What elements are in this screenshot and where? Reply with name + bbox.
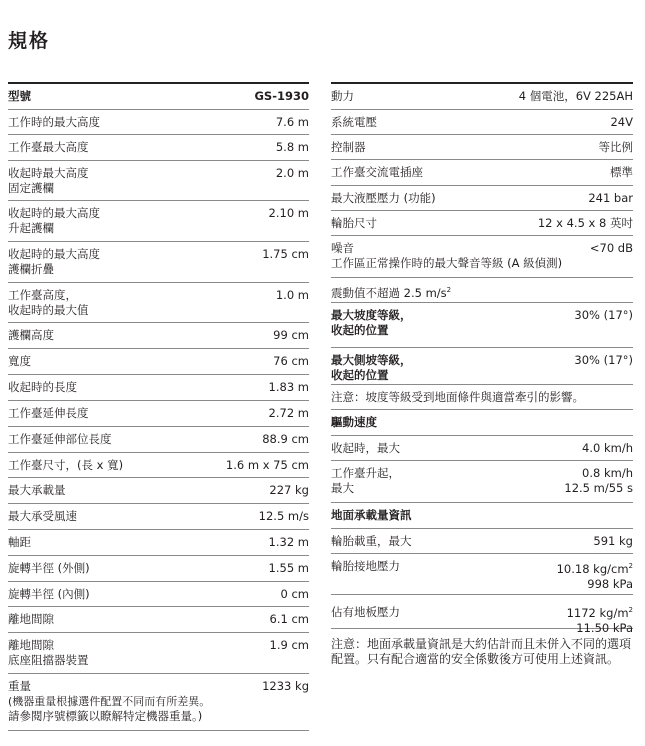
tire-contact-label: 輪胎接地壓力 <box>331 559 400 573</box>
spec-label <box>8 638 270 668</box>
power-row <box>331 82 633 109</box>
spec-label-line: 固定護欄 <box>8 181 54 195</box>
spec-label <box>8 458 226 473</box>
spec-label-line: 重量 <box>8 679 31 693</box>
spec-label-line: 離地間隙 <box>8 638 54 652</box>
spec-value: 76 cm <box>273 354 309 368</box>
spec-value: 5.8 m <box>275 140 309 154</box>
spec-label-line: 旋轉半徑 (內側) <box>8 587 90 601</box>
speed-stowed-row <box>331 435 633 460</box>
tire-contact-row <box>331 553 633 594</box>
spec-value: 1.0 m <box>275 288 309 302</box>
vibration-text: 震動值不超過 2.5 m/s <box>331 285 447 300</box>
spec-label <box>8 483 269 498</box>
speed-raised-value-line1: 0.8 km/h <box>582 466 633 480</box>
spec-value: 2.72 m <box>268 406 309 420</box>
speed-stowed-value: 4.0 km/h <box>582 441 633 455</box>
floor-pressure-row <box>331 594 633 635</box>
tire-contact-value-line1: 10.18 kg/cm <box>556 561 629 576</box>
slope-row <box>331 302 633 347</box>
spec-label-line: (機器重量根據選件配置不同而有所差異。 <box>8 695 211 708</box>
drive-speed-section <box>331 409 633 435</box>
spec-label <box>8 432 262 447</box>
spec-label-line: 旋轉半徑 (外側) <box>8 561 90 575</box>
ac-outlet-label: 工作臺交流電插座 <box>331 165 423 179</box>
spec-row <box>8 109 309 134</box>
spec-value: 1.75 cm <box>262 247 309 261</box>
spec-value: 2.0 m <box>275 166 309 180</box>
controller-row <box>331 134 633 159</box>
spec-label <box>8 406 269 421</box>
slope-note-row <box>331 384 633 409</box>
ac-outlet-value: 標準 <box>610 165 633 179</box>
spec-label-line: 離地間隙 <box>8 612 54 626</box>
floor-pressure-sup: 2 <box>628 606 633 614</box>
spec-row <box>8 134 309 160</box>
hydraulic-label: 最大液壓壓力 (功能) <box>331 191 436 205</box>
tire-contact-sup: 2 <box>628 562 633 570</box>
spec-row <box>8 200 309 241</box>
spec-label-line: 工作臺延伸長度 <box>8 406 89 420</box>
spec-label <box>8 612 270 627</box>
spec-label <box>8 354 273 369</box>
spec-label-line: 底座阻擋器裝置 <box>8 653 89 667</box>
spec-row <box>8 374 309 400</box>
power-value: 4 個電池，6V 225AH <box>518 89 633 103</box>
tire-load-value: 591 kg <box>593 534 633 548</box>
spec-row <box>8 241 309 282</box>
vibration-row <box>331 277 633 302</box>
spec-row <box>8 632 309 673</box>
spec-row <box>8 606 309 632</box>
spec-label-line: 收起時的最大高度 <box>8 206 100 220</box>
spec-label <box>8 561 269 576</box>
spec-label-line: 工作臺延伸部位長度 <box>8 432 112 446</box>
system-voltage-label: 系統電壓 <box>331 115 377 129</box>
left-spec-column <box>8 82 309 731</box>
tire-contact-value <box>557 559 633 592</box>
power-label: 動力 <box>331 89 354 103</box>
spec-row <box>8 348 309 374</box>
spec-label-line: 工作時的最大高度 <box>8 115 100 129</box>
spec-value: 227 kg <box>269 483 309 497</box>
floor-pressure-value <box>567 603 633 636</box>
spec-value: 1233 kg <box>262 679 309 693</box>
tire-size-label: 輪胎尺寸 <box>331 216 377 230</box>
spec-label-line: 收起時的最大值 <box>8 303 89 317</box>
noise-label-line2: 工作區正常操作時的最大聲音等級 (A 級偵測) <box>331 256 563 270</box>
speed-raised-value-line2: 12.5 m/55 s <box>564 481 633 495</box>
spec-label-line: 最大承載量 <box>8 483 66 497</box>
spec-value: 2.10 m <box>268 206 309 220</box>
speed-raised-value <box>564 466 633 496</box>
spec-value: 7.6 m <box>275 115 309 129</box>
right-spec-column <box>331 82 633 690</box>
spec-label-line: 軸距 <box>8 535 31 549</box>
drive-speed-title: 驅動速度 <box>331 415 377 429</box>
spec-row <box>8 581 309 606</box>
spec-label-line: 寬度 <box>8 354 31 368</box>
system-voltage-row <box>331 109 633 134</box>
spec-label <box>8 380 269 395</box>
slope-note: 注意：坡度等級受到地面條件與適當牽引的影響。 <box>331 390 584 404</box>
spec-label <box>8 328 273 343</box>
spec-label <box>8 288 276 318</box>
spec-label-line: 請參閱序號標籤以瞭解特定機器重量。) <box>8 709 203 723</box>
vibration-label <box>331 283 633 301</box>
spec-row <box>8 400 309 426</box>
spec-label-line: 工作臺最大高度 <box>8 140 89 154</box>
tire-size-value: 12 x 4.5 x 8 英吋 <box>537 216 633 230</box>
spec-row <box>8 555 309 581</box>
spec-label-line: 收起時的長度 <box>8 380 77 394</box>
spec-row <box>8 503 309 529</box>
spec-value: 0 cm <box>280 587 309 601</box>
floor-pressure-value-line1: 1172 kg/m <box>566 605 629 620</box>
spec-row <box>8 529 309 555</box>
spec-value: 12.5 m/s <box>258 509 309 523</box>
speed-raised-label-line1: 工作臺升起， <box>331 466 400 480</box>
spec-value: 99 cm <box>273 328 309 342</box>
floor-pressure-label: 佔有地板壓力 <box>331 605 400 619</box>
spec-row <box>8 160 309 200</box>
ac-outlet-row <box>331 159 633 185</box>
spec-value: 6.1 cm <box>269 612 309 626</box>
spec-label <box>8 679 262 724</box>
spec-value: 1.83 m <box>268 380 309 394</box>
side-slope-label-line2: 收起的位置 <box>331 368 389 382</box>
spec-row <box>8 322 309 348</box>
tire-contact-value-line2: 998 kPa <box>587 576 633 591</box>
side-slope-row <box>331 347 633 384</box>
spec-label <box>8 140 276 155</box>
side-slope-label <box>331 353 574 383</box>
spec-row <box>8 673 309 731</box>
floor-note-row <box>331 628 633 690</box>
speed-raised-row <box>331 460 633 502</box>
spec-row <box>8 477 309 503</box>
speed-raised-label <box>331 466 564 496</box>
spec-value: 1.32 m <box>268 535 309 549</box>
spec-label-line: 升起護欄 <box>8 221 54 235</box>
side-slope-value: 30% (17°) <box>574 353 633 367</box>
hydraulic-value: 241 bar <box>588 191 633 205</box>
slope-value: 30% (17°) <box>574 308 633 322</box>
spec-label-line: 最大承受風速 <box>8 509 77 523</box>
spec-label-line: 工作臺高度， <box>8 288 77 302</box>
controller-value: 等比例 <box>598 140 633 154</box>
side-slope-label-line1: 最大側坡等級， <box>331 353 412 367</box>
spec-label <box>8 206 269 236</box>
noise-label-line1: 噪音 <box>331 241 354 255</box>
spec-label <box>8 509 259 524</box>
floor-note: 注意：地面承載量資訊是大約估計而且未併入不同的選項配置。只有配合適當的安全係數後方可使用上述資訊。 <box>331 637 632 666</box>
spec-label <box>8 115 276 130</box>
floor-pressure-value-line2: 11.50 kPa <box>576 620 633 635</box>
model-value: GS-1930 <box>254 89 309 103</box>
spec-label-line: 收起時的最大高度 <box>8 247 100 261</box>
spec-value: 88.9 cm <box>262 432 309 446</box>
spec-label-line: 護欄高度 <box>8 328 54 342</box>
controller-label: 控制器 <box>331 140 366 154</box>
slope-label <box>331 308 574 338</box>
noise-label <box>331 241 633 271</box>
spec-label-line: 收起時最大高度 <box>8 166 89 180</box>
floor-loading-section <box>331 502 633 528</box>
spec-row <box>8 452 309 477</box>
floor-loading-title: 地面承載量資訊 <box>331 508 412 522</box>
spec-label <box>8 247 262 277</box>
spec-label-line: 護欄折疊 <box>8 262 54 276</box>
spec-label <box>8 535 269 550</box>
noise-value: <70 dB <box>589 241 633 255</box>
spec-value: 1.9 cm <box>269 638 309 652</box>
spec-value: 1.55 m <box>268 561 309 575</box>
spec-label <box>8 587 281 602</box>
vibration-sup: 2 <box>446 286 452 294</box>
noise-row <box>331 235 633 277</box>
speed-stowed-label: 收起時，最大 <box>331 441 400 455</box>
spec-label <box>8 166 276 196</box>
spec-row <box>8 426 309 452</box>
tire-load-row <box>331 528 633 553</box>
page-title: 規格 <box>8 30 51 52</box>
speed-raised-label-line2: 最大 <box>331 481 354 495</box>
model-label: 型號 <box>8 89 31 103</box>
model-header-row <box>8 82 309 109</box>
tire-load-label: 輪胎載重，最大 <box>331 534 412 548</box>
system-voltage-value: 24V <box>610 115 633 129</box>
spec-value: 1.6 m x 75 cm <box>225 458 309 472</box>
spec-row <box>8 282 309 322</box>
tire-size-row <box>331 210 633 235</box>
spec-label-line: 工作臺尺寸，(長 x 寬) <box>8 458 124 472</box>
slope-label-line1: 最大坡度等級， <box>331 308 412 322</box>
hydraulic-row <box>331 185 633 210</box>
slope-label-line2: 收起的位置 <box>331 323 389 337</box>
